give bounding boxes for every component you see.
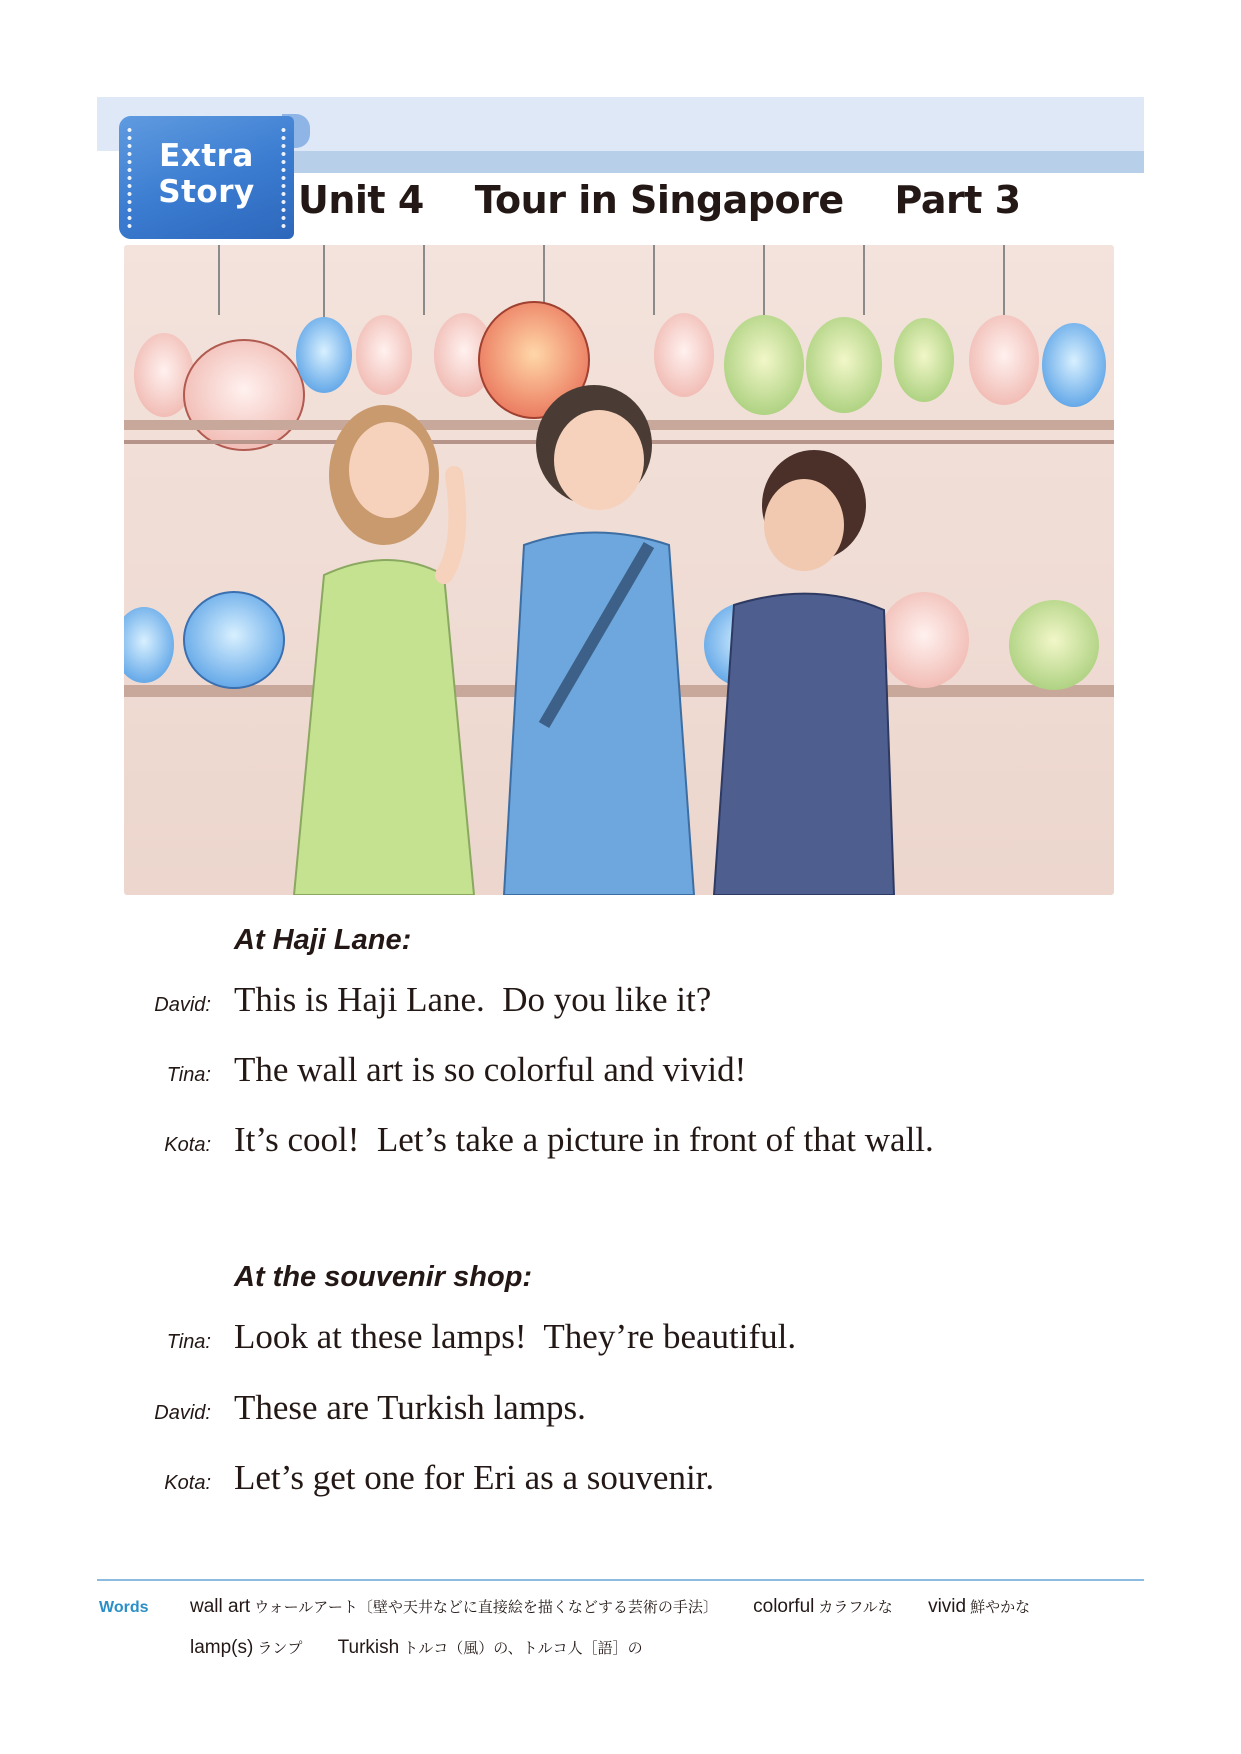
words-heading: Words bbox=[99, 1599, 149, 1616]
dialogue-line bbox=[0, 1458, 1241, 1508]
word-japanese: カラフルな bbox=[818, 1598, 893, 1616]
scene-label-haji-lane: At Haji Lane: bbox=[234, 924, 412, 956]
header-band-accent bbox=[270, 151, 1144, 173]
word-english: Turkish bbox=[337, 1637, 400, 1658]
utterance-text: These are Turkish lamps. bbox=[234, 1388, 586, 1427]
word-japanese: トルコ（風）の、トルコ人［語］の bbox=[403, 1639, 643, 1657]
words-row-1 bbox=[190, 1596, 1060, 1618]
word-entry bbox=[190, 1637, 302, 1659]
illustration bbox=[124, 245, 1114, 895]
lamp-shop-illustration bbox=[124, 245, 1114, 895]
dialogue-line bbox=[0, 1317, 1241, 1367]
word-japanese: ウォールアート〔壁や天井などに直接絵を描くなどする芸術の手法〕 bbox=[254, 1598, 718, 1616]
words-divider bbox=[97, 1579, 1144, 1581]
dialogue-line bbox=[0, 980, 1241, 1030]
word-entry bbox=[753, 1596, 893, 1618]
page-title: Unit 4 Tour in Singapore Part 3 bbox=[298, 178, 1021, 222]
word-english: vivid bbox=[928, 1596, 967, 1617]
word-entry bbox=[190, 1596, 718, 1618]
speaker-name: David: bbox=[154, 994, 211, 1016]
badge-line-1: Extra bbox=[159, 138, 254, 174]
word-japanese: 鮮やかな bbox=[970, 1598, 1031, 1616]
utterance-text: The wall art is so colorful and vivid! bbox=[234, 1050, 747, 1089]
scene-label-souvenir-shop: At the souvenir shop: bbox=[234, 1261, 533, 1293]
utterance-text: This is Haji Lane. Do you like it? bbox=[234, 980, 712, 1019]
words-row-2 bbox=[190, 1637, 673, 1659]
badge-line-2: Story bbox=[158, 174, 255, 210]
word-entry bbox=[928, 1596, 1030, 1618]
dialogue-line bbox=[0, 1050, 1241, 1100]
speaker-name: Tina: bbox=[166, 1064, 211, 1086]
word-english: wall art bbox=[190, 1596, 251, 1617]
word-english: lamp(s) bbox=[190, 1637, 254, 1658]
extra-story-badge bbox=[119, 116, 294, 239]
dialogue-line bbox=[0, 1388, 1241, 1438]
word-japanese: ランプ bbox=[257, 1639, 303, 1657]
utterance-text: It’s cool! Let’s take a picture in front of that wall. bbox=[234, 1120, 934, 1159]
speaker-name: Kota: bbox=[164, 1472, 211, 1494]
dialogue-line bbox=[0, 1120, 1241, 1170]
utterance-text: Look at these lamps! They’re beautiful. bbox=[234, 1317, 797, 1356]
utterance-text: Let’s get one for Eri as a souvenir. bbox=[234, 1458, 715, 1497]
word-english: colorful bbox=[753, 1596, 815, 1617]
speaker-name: Tina: bbox=[166, 1331, 211, 1353]
badge-text bbox=[119, 138, 294, 210]
speaker-name: Kota: bbox=[164, 1134, 211, 1156]
speaker-name: David: bbox=[154, 1402, 211, 1424]
word-entry bbox=[338, 1637, 643, 1659]
